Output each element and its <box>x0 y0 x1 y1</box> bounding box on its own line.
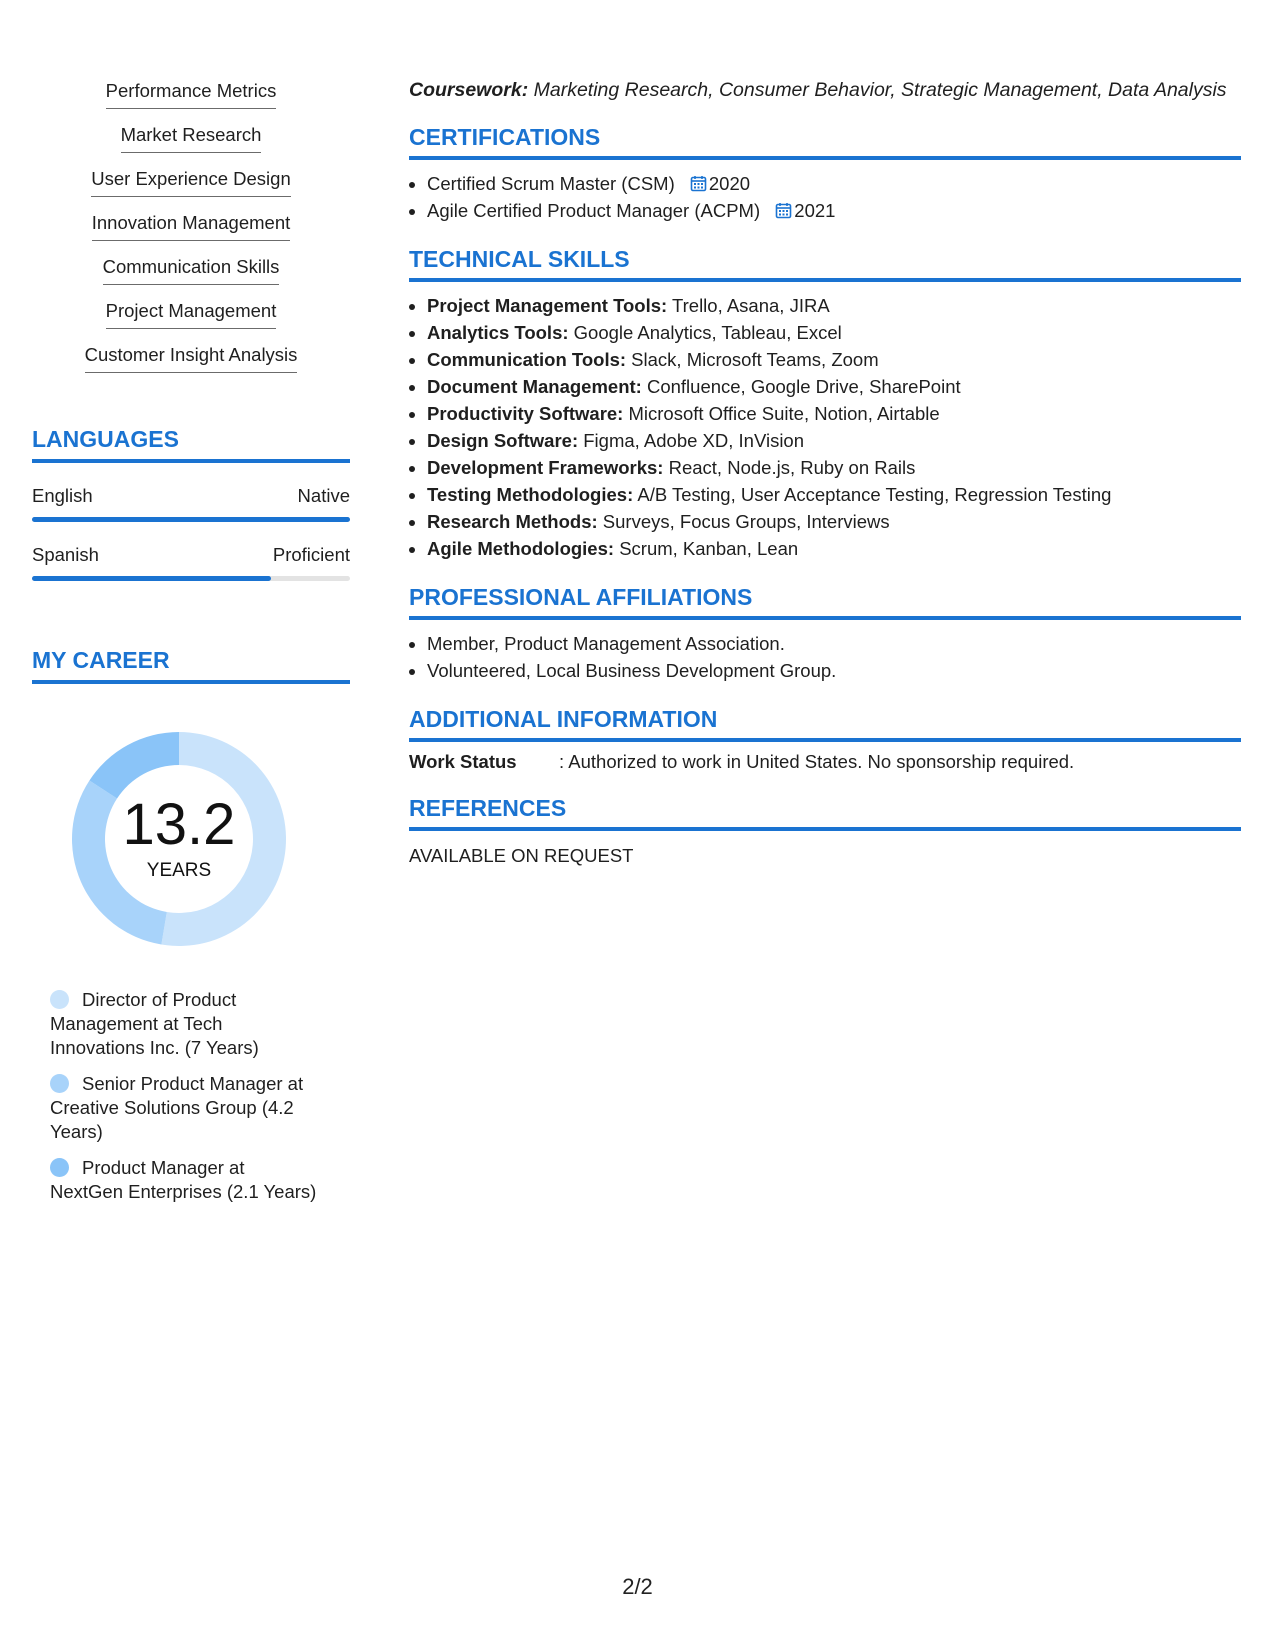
technical-skill-value: A/B Testing, User Acceptance Testing, Regression Testing <box>633 484 1112 505</box>
technical-skill-item <box>427 319 1241 346</box>
technical-skill-value: Scrum, Kanban, Lean <box>614 538 799 559</box>
skill-tag: Market Research <box>121 124 262 153</box>
technical-skill-value: Trello, Asana, JIRA <box>667 295 830 316</box>
certifications-list <box>409 170 1241 224</box>
affiliation-item: • Member, Product Management Association. <box>427 630 1241 657</box>
certification-item <box>427 197 1241 224</box>
certification-item <box>427 170 1241 197</box>
skill-tag: Communication Skills <box>103 256 280 285</box>
technical-skill-item <box>427 481 1241 508</box>
references-text: AVAILABLE ON REQUEST <box>409 845 634 866</box>
technical-skill-label: Design Software: <box>427 430 579 451</box>
language-item <box>32 485 350 522</box>
skill-tag: Innovation Management <box>92 212 291 241</box>
language-level: Proficient <box>272 544 350 565</box>
technical-skill-label: Development Frameworks: <box>427 457 664 478</box>
legend-label: Director of Product Management at Tech Innovations Inc. (7 Years) <box>50 989 259 1058</box>
career-heading: MY CAREER <box>32 647 350 684</box>
career-legend <box>50 988 320 1204</box>
skill-tag: Customer Insight Analysis <box>85 344 298 373</box>
career-total-years: 13.2 <box>122 792 236 857</box>
legend-dot <box>50 990 69 1009</box>
technical-skill-value: Figma, Adobe XD, InVision <box>578 430 805 451</box>
certifications-heading: CERTIFICATIONS <box>409 124 1241 160</box>
technical-skill-item <box>427 373 1241 400</box>
languages-heading: LANGUAGES <box>32 426 350 463</box>
language-bar-fill <box>32 517 350 522</box>
languages-section <box>32 426 350 581</box>
coursework-label: Coursework: <box>409 79 529 101</box>
certification-name: Agile Certified Product Manager (ACPM) <box>427 200 761 221</box>
technical-skill-value: Confluence, Google Drive, SharePoint <box>641 376 961 397</box>
left-column <box>32 80 350 1216</box>
language-bar-fill <box>32 576 271 581</box>
legend-label: Senior Product Manager at Creative Solutions Group (4.2 Years) <box>50 1073 304 1142</box>
technical-skill-item <box>427 535 1241 562</box>
calendar-icon <box>775 202 792 219</box>
technical-skill-label: Document Management: <box>427 376 642 397</box>
career-donut-chart <box>66 726 292 952</box>
references-heading: REFERENCES <box>409 795 1241 831</box>
technical-skills-list <box>409 292 1241 562</box>
language-item <box>32 544 350 581</box>
technical-skill-item <box>427 292 1241 319</box>
coursework-text: Marketing Research, Consumer Behavior, Strategic Management, Data Analysis <box>528 79 1227 101</box>
work-status-label: Work Status <box>409 751 517 772</box>
technical-skill-item <box>427 454 1241 481</box>
career-total-unit: YEARS <box>146 860 212 881</box>
technical-skill-value: Google Analytics, Tableau, Excel <box>568 322 842 343</box>
skill-tag: Performance Metrics <box>106 80 277 109</box>
technical-skill-label: Communication Tools: <box>427 349 627 370</box>
technical-skill-value: Surveys, Focus Groups, Interviews <box>597 511 890 532</box>
certification-year: 2021 <box>794 200 836 221</box>
technical-skill-item <box>427 400 1241 427</box>
certification-year: 2020 <box>708 173 751 194</box>
certification-name: Certified Scrum Master (CSM) <box>427 173 675 194</box>
legend-label: Product Manager at NextGen Enterprises (2.1 Years) <box>50 1157 317 1202</box>
legend-item <box>50 988 320 1060</box>
language-name: Spanish <box>32 544 99 565</box>
technical-skill-label: Project Management Tools: <box>427 295 668 316</box>
legend-item <box>50 1072 320 1144</box>
skills-list <box>32 80 350 388</box>
language-bar <box>32 517 350 522</box>
technical-skill-label: Productivity Software: <box>427 403 624 424</box>
technical-skill-value: Slack, Microsoft Teams, Zoom <box>626 349 879 370</box>
technical-skill-item <box>427 427 1241 454</box>
additional-info-heading: ADDITIONAL INFORMATION <box>409 706 1241 742</box>
technical-skill-item <box>427 346 1241 373</box>
technical-skill-label: Agile Methodologies: <box>427 538 615 559</box>
legend-item <box>50 1156 320 1204</box>
technical-skill-item <box>427 508 1241 535</box>
legend-dot <box>50 1158 69 1177</box>
calendar-icon <box>690 175 707 192</box>
coursework <box>409 78 1241 102</box>
language-name: English <box>32 485 93 506</box>
affiliations-heading: PROFESSIONAL AFFILIATIONS <box>409 584 1241 620</box>
technical-skills-heading: TECHNICAL SKILLS <box>409 246 1241 282</box>
right-column <box>409 78 1241 867</box>
technical-skill-label: Research Methods: <box>427 511 598 532</box>
page-number: 2/2 <box>622 1574 653 1599</box>
legend-dot <box>50 1074 69 1093</box>
technical-skill-value: Microsoft Office Suite, Notion, Airtable <box>623 403 940 424</box>
work-status-row <box>409 751 1241 773</box>
skill-tag: Project Management <box>106 300 277 329</box>
affiliation-item: • Volunteered, Local Business Development Group. <box>427 657 1241 684</box>
affiliations-list <box>409 630 1241 684</box>
work-status-value: : Authorized to work in United States. No sponsorship required. <box>559 751 1075 772</box>
technical-skill-label: Testing Methodologies: <box>427 484 634 505</box>
language-level: Native <box>297 485 350 506</box>
language-bar <box>32 576 350 581</box>
technical-skill-label: Analytics Tools: <box>427 322 569 343</box>
career-section <box>32 647 350 1204</box>
technical-skill-value: React, Node.js, Ruby on Rails <box>663 457 916 478</box>
skill-tag: User Experience Design <box>91 168 290 197</box>
